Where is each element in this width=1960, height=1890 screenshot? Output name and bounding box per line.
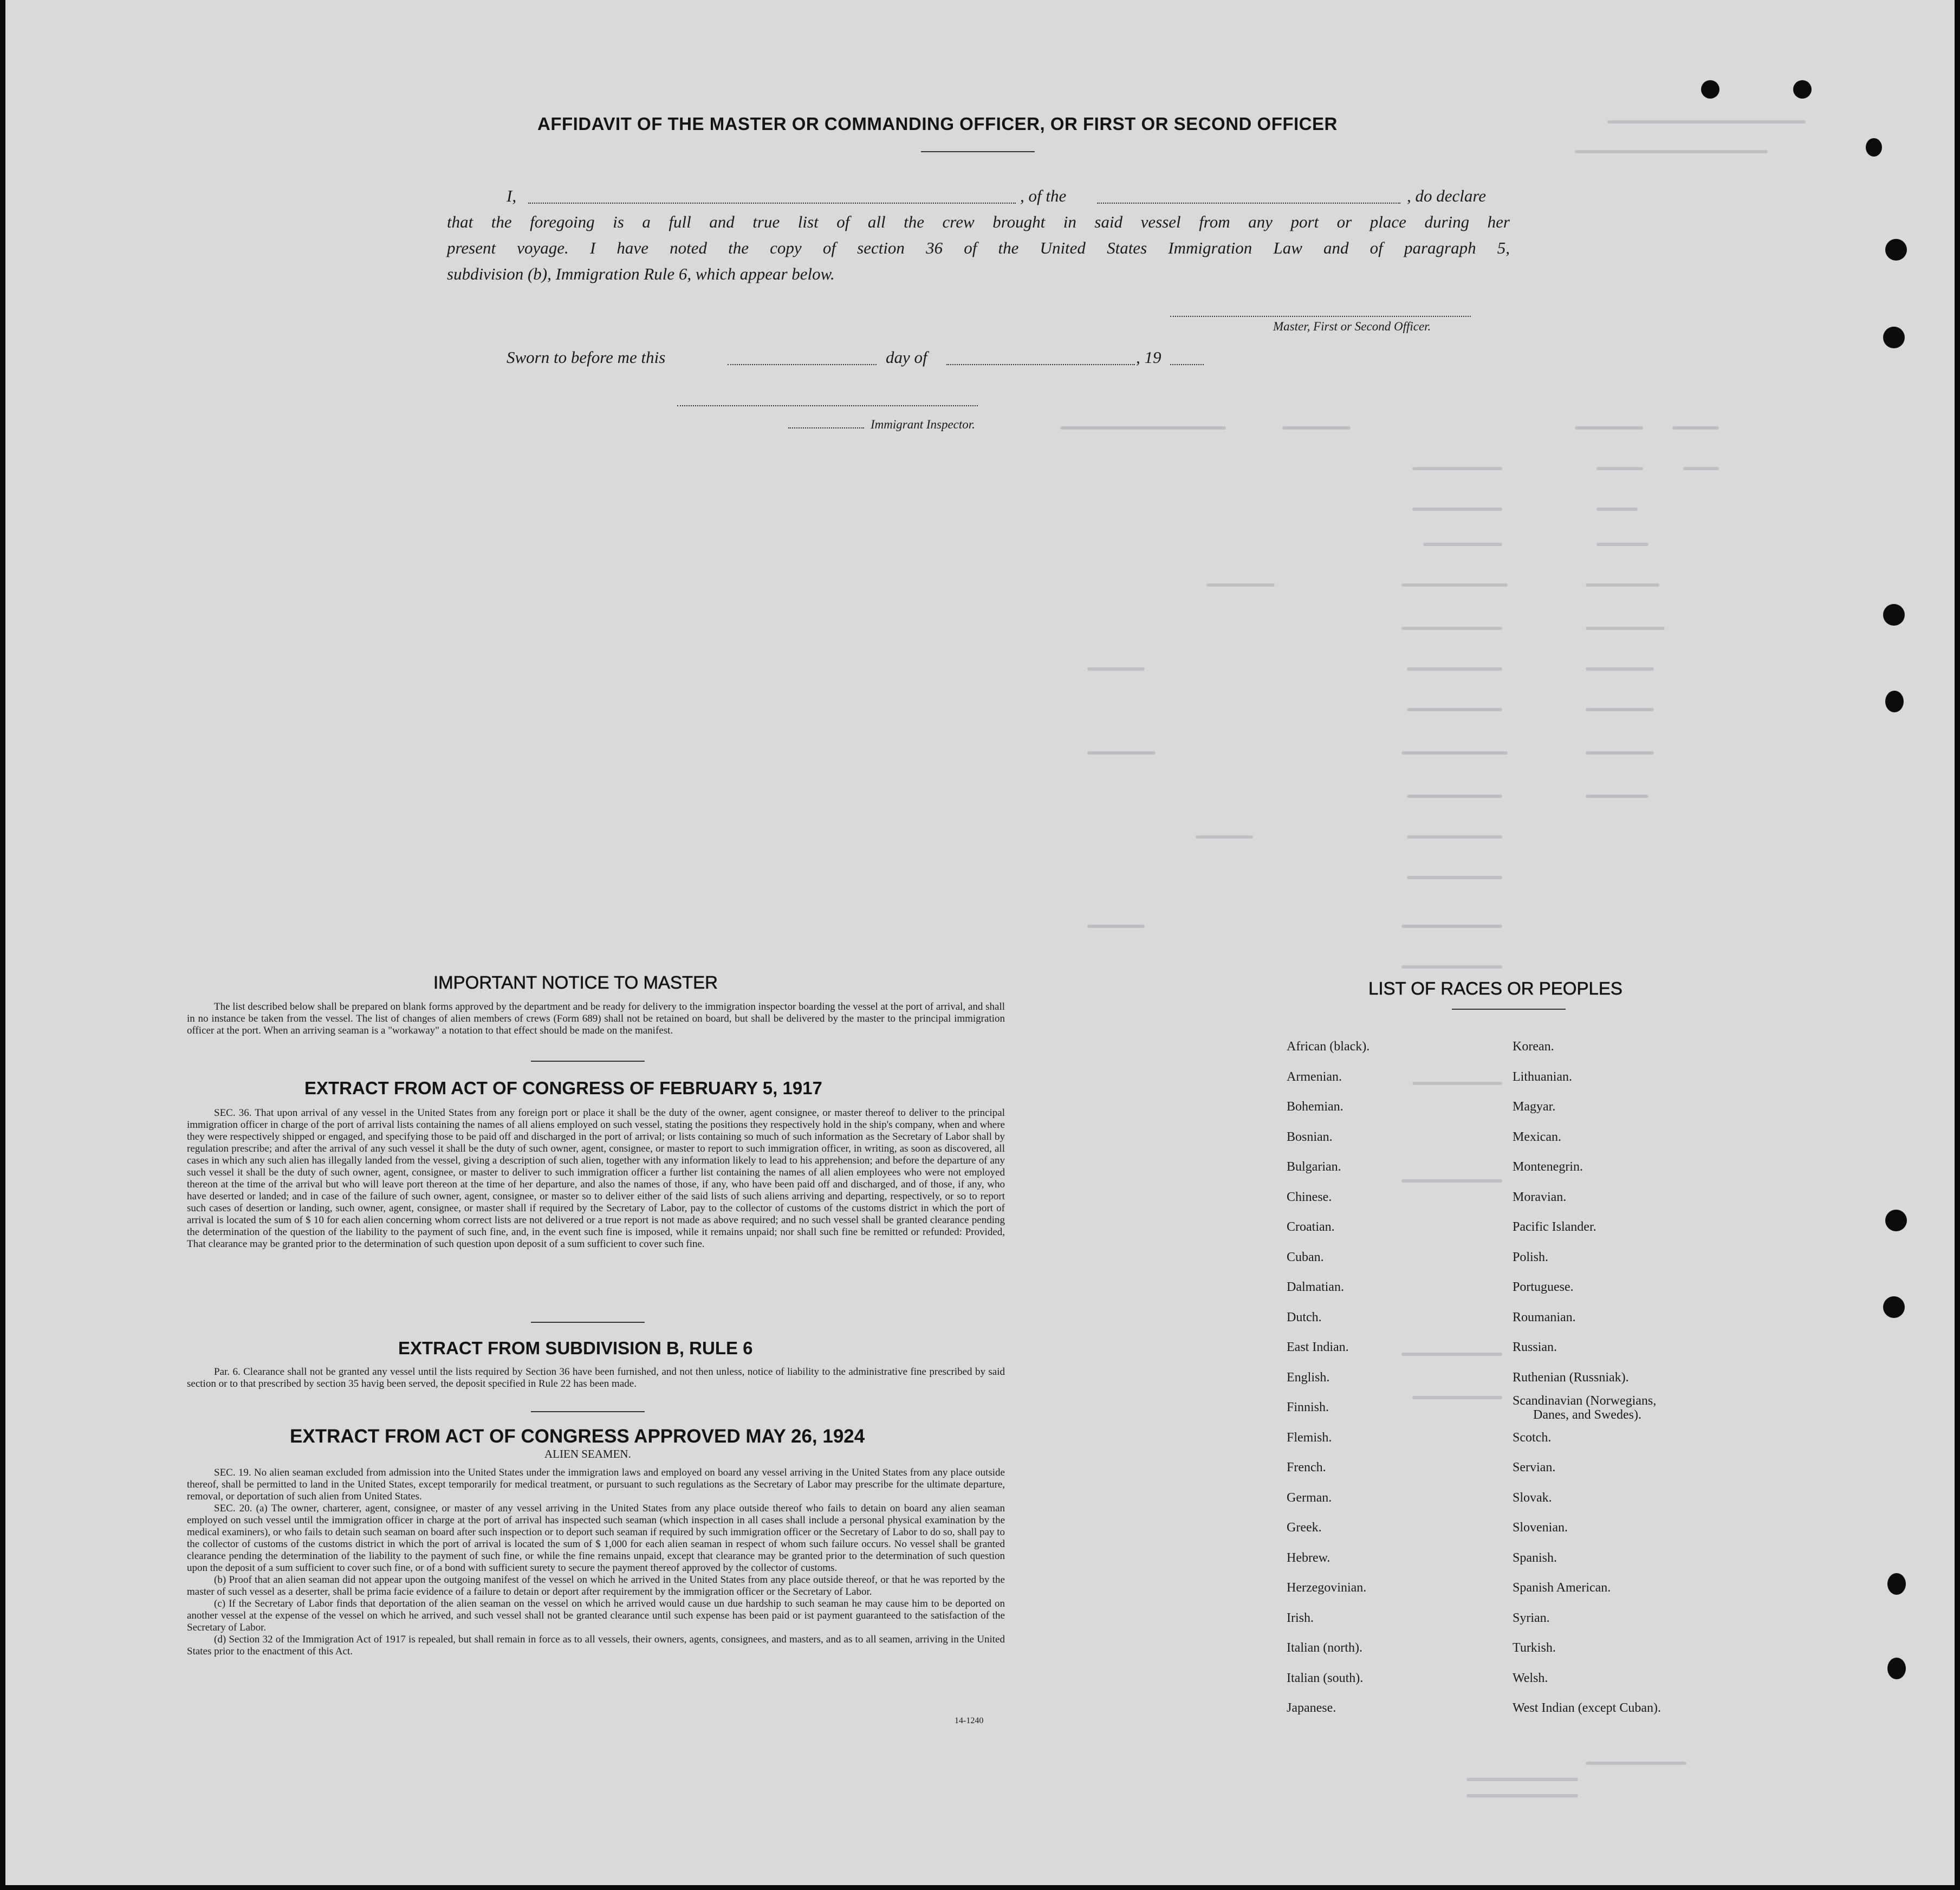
sec-20a-paragraph: SEC. 20. (a) The owner, charterer, agent, consignee, or master of any vessel arriving in the United States from any place outside thereof who fails to detain on board any alien seaman employed on such vessel until the immigration officer in charge at the port of arrival has inspected such seaman (which inspection in all cases shall include a personal physical examination by the medical examiners), or who fails to detain such seaman on board after such inspection or to deport such seaman if required by such immigration officer or the Secretary of Labor to do so, shall pay to the collector of customs of the customs district in which the port of arrival is located the sum of $ 1,000 for each alien seaman in respect of whom such failure occurs. No vessel shall be granted clearance pending the determination of the liability to the payment of such fine, or while the fine remains unpaid, except that clearance may be granted prior to the determination of such question upon the deposit of a sum sufficient to cover such fine, or of a bond with sufficient surety to secure the payment thereof approved by the collector of customs. [187,1503,1005,1574]
race-item: Dalmatian. [1287,1280,1344,1294]
extract-1924-text [187,1467,1005,1658]
race-item: Spanish. [1513,1550,1557,1565]
race-item: Finnish. [1287,1400,1329,1414]
race-item: Bosnian. [1287,1129,1333,1144]
race-item: Polish. [1513,1250,1549,1264]
sworn-month-field[interactable] [946,364,1135,365]
race-item: Mexican. [1513,1129,1561,1144]
races-right-column [1513,1032,1661,1724]
affidavit-i: I, [507,186,517,205]
race-item: Hebrew. [1287,1550,1331,1565]
rule6-rule [531,1411,645,1412]
race-item: Montenegrin. [1513,1160,1583,1174]
year-prefix: , 19 [1136,348,1161,367]
master-signature-label: Master, First or Second Officer. [1273,320,1431,333]
races-title-rule [1452,1009,1566,1010]
inspector-line [788,418,975,432]
race-item: Servian. [1513,1460,1556,1475]
notice-title: IMPORTANT NOTICE TO MASTER [433,972,718,992]
race-item: Slovenian. [1513,1521,1568,1535]
affidavit-title-rule [921,151,1035,152]
race-item: Roumanian. [1513,1310,1576,1324]
race-item: African (black). [1287,1040,1370,1054]
race-item: East Indian. [1287,1340,1349,1354]
inspector-label: Immigrant Inspector. [871,418,975,431]
affidavit-line-3: present voyage. I have noted the copy of section 36 of the United States Immigration Law and of paragraph 5, [447,238,1510,257]
race-item [1513,1393,1661,1423]
race-item: Russian. [1513,1340,1557,1354]
race-item: Slovak. [1513,1490,1552,1505]
race-item: Armenian. [1287,1069,1342,1084]
race-item: Korean. [1513,1040,1554,1054]
race-item-scandinavian-cont: Danes, and Swedes). [1533,1408,1641,1422]
affidavit-line-4: subdivision (b), Immigration Rule 6, which appear below. [447,264,835,283]
extract-1917-text [187,1107,1005,1250]
affidavit-line-2: that the foregoing is a full and true list of all the crew brought in said vessel from any port or place during her [447,212,1510,231]
extract-1917-title: EXTRACT FROM ACT OF CONGRESS OF FEBRUARY 5, 1917 [304,1078,822,1098]
par-6-paragraph: Par. 6. Clearance shall not be granted any vessel until the lists required by Section 36 have been furnished, and not then unless, notice of liability to the administrative fine prescribed by said section or to that prescribed by section 35 havig been served, the deposit specified in Rule 22 has been made. [187,1366,1005,1389]
races-title: LIST OF RACES OR PEOPLES [1368,978,1622,998]
extract-1917-rule [531,1322,645,1323]
sworn-line [507,348,1211,369]
race-item: Irish. [1287,1610,1314,1625]
race-item-scandinavian: Scandinavian (Norwegians, [1513,1394,1657,1408]
sworn-year-field[interactable] [1170,364,1204,365]
rule6-text [187,1366,1005,1390]
race-item: Turkish. [1513,1641,1556,1655]
race-item: English. [1287,1370,1330,1385]
sec-20c-paragraph: (c) If the Secretary of Labor finds that deportation of the alien seaman on the vessel on which he arrived would cause un due hardship to such seaman he may cause him to be deported on another vessel at the expense of the vessel on which he arrived, and such vessel shall not be granted clearance until such expense has been paid or ist payment guaranteed to the satisfaction of the Secretary of Labor. [187,1598,1005,1633]
race-item: Pacific Islander. [1513,1220,1596,1234]
affidavit-do-declare: , do declare [1407,186,1487,205]
day-of-label: day of [886,348,927,367]
race-item: Moravian. [1513,1190,1567,1204]
form-number: 14-1240 [955,1716,984,1725]
affidavit-of-the: , of the [1020,186,1067,205]
sec-36-paragraph: SEC. 36. That upon arrival of any vessel in the United States from any foreign port or place it shall be the duty of the owner, agent consignee, or master thereof to deliver to the principal immigration officer in charge of the port of arrival lists containing the names of all aliens employed on such vessel, stating the positions they respectively hold in the ship's company, when and where they were respectively shipped or engaged, and specifying those to be paid off and discharged in the port of arrival; or lists containing so much of such information as the Secretary of Labor shall by regulation prescribe; and after the arrival of any such vessel it shall be the duty of such owner, agent, consignee, or master to report to such immigration officer, in writing, as soon as discovered, all cases in which any such alien has illegally landed from the vessel, giving a description of such alien, together with any information likely to lead to his apprehension; and before the departure of any such vessel it shall be the duty of such owner, agent, consignee, or master to deliver to such immigration officer a further list containing the names of all alien employees who were not employed thereon at the time of the arrival but who will leave port thereon at the time of her departure, and also the names of those, if any, who have been paid off and discharged, and of those, if any, who have deserted or landed; and in case of the failure of such owner, agent, consignee, or master so to deliver either of the said lists of such aliens arriving and departing, respectively, or so to report such cases of desertion or landing, such owner, agent, consignee, or master shall if required by the Secretary of Labor, pay to the collector of customs of the customs district in which the port of arrival is located the sum of $ 10 for each alien concerning whom correct lists are not delivered or a true report is not made as above required; and no such vessel shall be granted clearance pending the determination of the question of the liability to the payment of such fine, and, in the event such fine is imposed, while it remains unpaid; nor shall such fine be remitted or refunded: Provided, That clearance may be granted prior to the determination of such question upon deposit of a sum sufficient to cover such fine. [187,1107,1005,1250]
sworn-label: Sworn to before me this [507,348,666,367]
rule6-title: EXTRACT FROM SUBDIVISION B, RULE 6 [398,1338,753,1358]
master-name-field[interactable] [528,203,1016,204]
inspector-dots [788,427,864,428]
race-item: Herzegovinian. [1287,1581,1367,1595]
inspector-signature-line[interactable] [677,405,978,406]
race-item: Greek. [1287,1521,1322,1535]
race-item: Chinese. [1287,1190,1332,1204]
affidavit-title: AFFIDAVIT OF THE MASTER OR COMMANDING OFFICER, OR FIRST OR SECOND OFFICER [537,114,1338,134]
race-item: Bohemian. [1287,1100,1344,1114]
races-left-column [1287,1032,1370,1724]
race-item: Lithuanian. [1513,1069,1572,1084]
sec-20d-paragraph: (d) Section 32 of the Immigration Act of 1917 is repealed, but shall remain in force as to all vessels, their owners, agents, consignees, and masters, and as to all seamen, arriving in the United States prior to the enactment of this Act. [187,1634,1005,1657]
race-item: Syrian. [1513,1610,1550,1625]
master-signature-line[interactable] [1170,316,1471,317]
race-item: Flemish. [1287,1430,1332,1445]
race-item: West Indian (except Cuban). [1513,1701,1661,1715]
race-item: Bulgarian. [1287,1160,1341,1174]
race-item: Scotch. [1513,1430,1552,1445]
sec-20b-paragraph: (b) Proof that an alien seaman did not appear upon the outgoing manifest of the vessel on which he arrived in the United States from any place outside thereof, or that he was reported by the master of such vessel as a deserter, shall be prima facie evidence of a failure to detain or deport after requirement by the immigration officer or the Secretary of Labor. [187,1574,1005,1597]
race-item: Magyar. [1513,1100,1556,1114]
alien-seamen-subtitle: ALIEN SEAMEN. [544,1447,631,1460]
document-page [5,0,1955,1885]
vessel-name-field[interactable] [1097,203,1400,204]
sec-19-paragraph: SEC. 19. No alien seaman excluded from admission into the United States under the immigration laws and employed on board any vessel arriving in the United States from any place outside thereof, shall be permitted to land in the United States, except temporarily for medical treatment, or pursuant to such regulations as the Secretary of Labor may prescribe for the ultimate departure, removal, or deportation of such alien from United States. [187,1467,1005,1502]
race-item: German. [1287,1490,1332,1505]
notice-rule [531,1061,645,1062]
extract-1924-title: EXTRACT FROM ACT OF CONGRESS APPROVED MAY 26, 1924 [290,1426,865,1447]
notice-text [187,1001,1005,1037]
race-item: Italian (south). [1287,1671,1364,1685]
race-item: Italian (north). [1287,1641,1362,1655]
race-item: Croatian. [1287,1220,1335,1234]
race-item: French. [1287,1460,1326,1475]
race-item: Welsh. [1513,1671,1548,1685]
notice-paragraph: The list described below shall be prepared on blank forms approved by the department and be ready for delivery to the immigration inspector boarding the vessel at the port of arrival, and shall in no instance be taken from the vessel. The list of changes of alien members of crews (Form 689) shall not be retained on board, but shall be delivered by the master to the principal immigration officer at the port. When an arriving seaman is a "workaway" a notation to that effect should be made on the manifest. [187,1001,1005,1036]
race-item: Dutch. [1287,1310,1322,1324]
race-item: Japanese. [1287,1701,1336,1715]
race-item: Ruthenian (Russniak). [1513,1370,1629,1385]
race-item: Spanish American. [1513,1581,1611,1595]
race-item: Cuban. [1287,1250,1324,1264]
sworn-day-field[interactable] [728,364,877,365]
race-item: Portuguese. [1513,1280,1574,1294]
